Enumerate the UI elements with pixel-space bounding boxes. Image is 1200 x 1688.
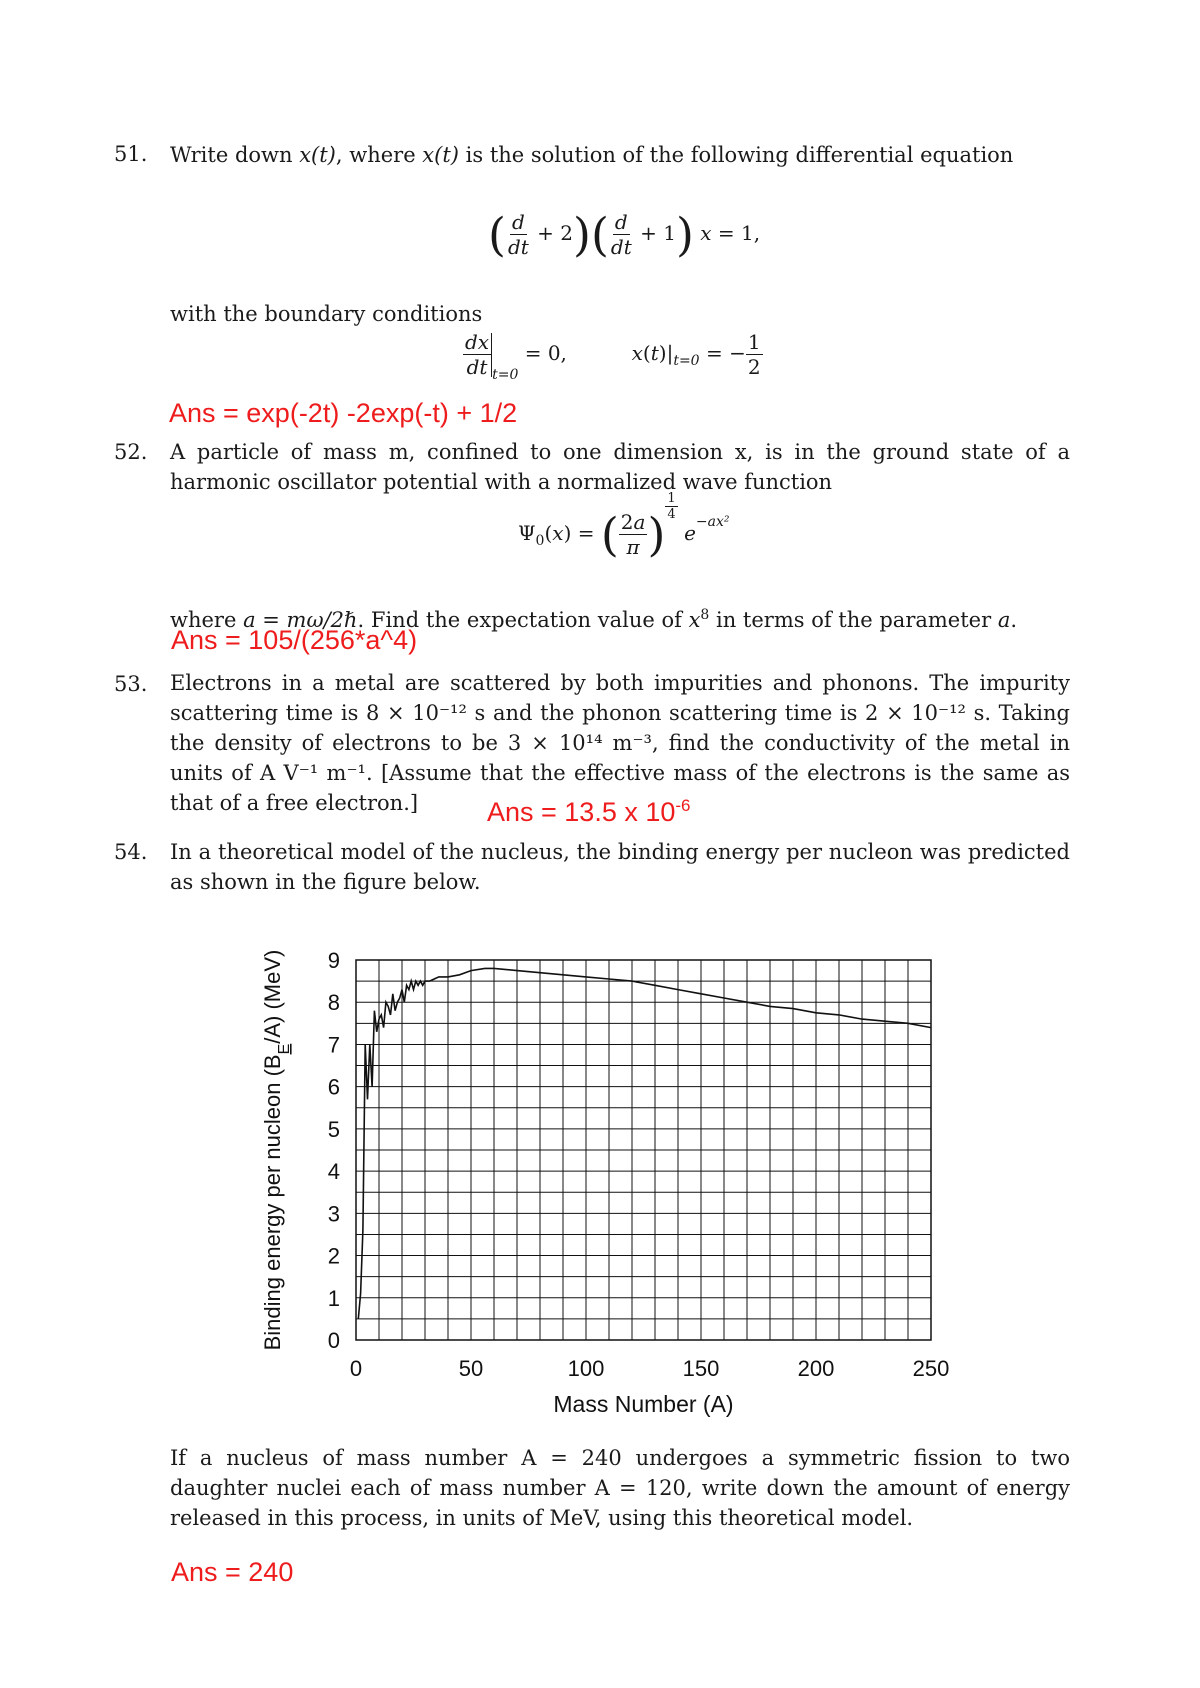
q54-followup-text: If a nucleus of mass number A = 240 undergoes a symmetric fission to two daughter nuclei each of mass number A = 120, write down the amount of energy released in this process, in units of MeV, using this theoretical model. xyxy=(170,1446,1070,1530)
q51-text-b: , where xyxy=(335,143,423,167)
question-number-52: 52. xyxy=(114,440,148,464)
question-53-text: Electrons in a metal are scattered by both impurities and phonons. The impurity scattering time is 8 × 10⁻¹² s and the phonon scattering time is 2 × 10⁻¹² s. Taking the density of electrons to be 3 × 10¹⁴ m⁻³, find the conductivity of the metal in units of A V⁻¹ m⁻¹. [Assume that the effective mass of the electrons is the same as that of a free electron.] xyxy=(170,671,1070,815)
y-tick-label: 3 xyxy=(327,1201,340,1227)
x-tick-label: 150 xyxy=(682,1356,720,1381)
chart-grid xyxy=(356,960,931,1340)
q52-answer: Ans = 105/(256*a^4) xyxy=(171,625,418,655)
chart-tick-labels xyxy=(328,948,950,1381)
q53-answer xyxy=(487,796,691,828)
question-54-text: In a theoretical model of the nucleus, the binding energy per nucleon was predicted as shown in the figure below. xyxy=(170,840,1070,894)
y-tick-label: 6 xyxy=(327,1074,340,1100)
q52-where-text: where a = mω/2ℏ. Find the expectation value of $x^8$ in terms of the parameter a. xyxy=(170,607,1018,632)
q51-text-a: Write down xyxy=(170,143,300,167)
binding-energy-chart xyxy=(250,920,970,1420)
y-tick-label: 5 xyxy=(327,1116,340,1142)
q52-where-b: a = mω/2ℏ xyxy=(243,608,358,632)
x-tick-label: 0 xyxy=(349,1356,363,1381)
question-51-text xyxy=(170,140,1070,170)
q52-where-d: in terms of the parameter xyxy=(709,608,998,632)
x-tick-label: 200 xyxy=(797,1356,835,1381)
q53-answer-base: Ans = 13.5 x 10 xyxy=(487,797,676,827)
question-number-51: 51. xyxy=(114,142,148,166)
x-tick-label: 250 xyxy=(912,1356,950,1381)
x-axis-label: Mass Number (A) xyxy=(553,1391,734,1417)
y-tick-label: 4 xyxy=(327,1159,340,1185)
binding-energy-curve xyxy=(358,968,931,1319)
q51-differential-equation: ( $\frac{d}{dt}$ + 2)( $\frac{d}{dt}$ + 1) x = 1, xyxy=(488,207,761,262)
q51-xt-1: x(t) xyxy=(299,143,336,167)
q51-boundary-text: with the boundary conditions xyxy=(170,302,483,326)
q51-xt-2: x(t) xyxy=(422,143,459,167)
x-tick-label: 50 xyxy=(458,1356,484,1381)
y-tick-label: 9 xyxy=(327,948,340,973)
q52-where-c: . Find the expectation value of xyxy=(357,608,689,632)
y-tick-label: 1 xyxy=(327,1285,340,1311)
y-tick-label: 2 xyxy=(327,1243,340,1269)
q52-where-a: where xyxy=(170,608,244,632)
question-52-text: A particle of mass m, confined to one dimension x, is in the ground state of a harmonic oscillator potential with a normalized wave function xyxy=(170,440,1070,494)
question-number-53: 53. xyxy=(114,672,148,696)
y-axis-label: Binding energy per nucleon $(B_E/A)$ (MeV) xyxy=(260,949,293,1351)
q51-boundary-conditions: $\frac{dx}{dt}$ $_{t=0}$ = 0, $x(t)|_{t=0}$ = − $\frac{1}{2}$ xyxy=(465,330,761,383)
q51-answer: Ans = exp(-2t) -2exp(-t) + 1/2 xyxy=(169,398,518,428)
q52-wave-function: $\Psi_0(x)$ = ( $\frac{2a}{\pi}$ ) $^{\frac{1}{4}}$ $e^{-ax^2}$ xyxy=(518,490,730,562)
q54-answer: Ans = 240 xyxy=(171,1557,294,1587)
question-number-54: 54. xyxy=(114,840,148,864)
y-tick-label: 7 xyxy=(327,1032,340,1058)
y-tick-label: 8 xyxy=(327,990,340,1016)
q53-answer-exponent: -6 xyxy=(675,796,691,815)
x-tick-label: 100 xyxy=(567,1356,605,1381)
y-tick-label: 0 xyxy=(327,1328,340,1353)
q51-text-c: is the solution of the following differential equation xyxy=(458,143,1014,167)
